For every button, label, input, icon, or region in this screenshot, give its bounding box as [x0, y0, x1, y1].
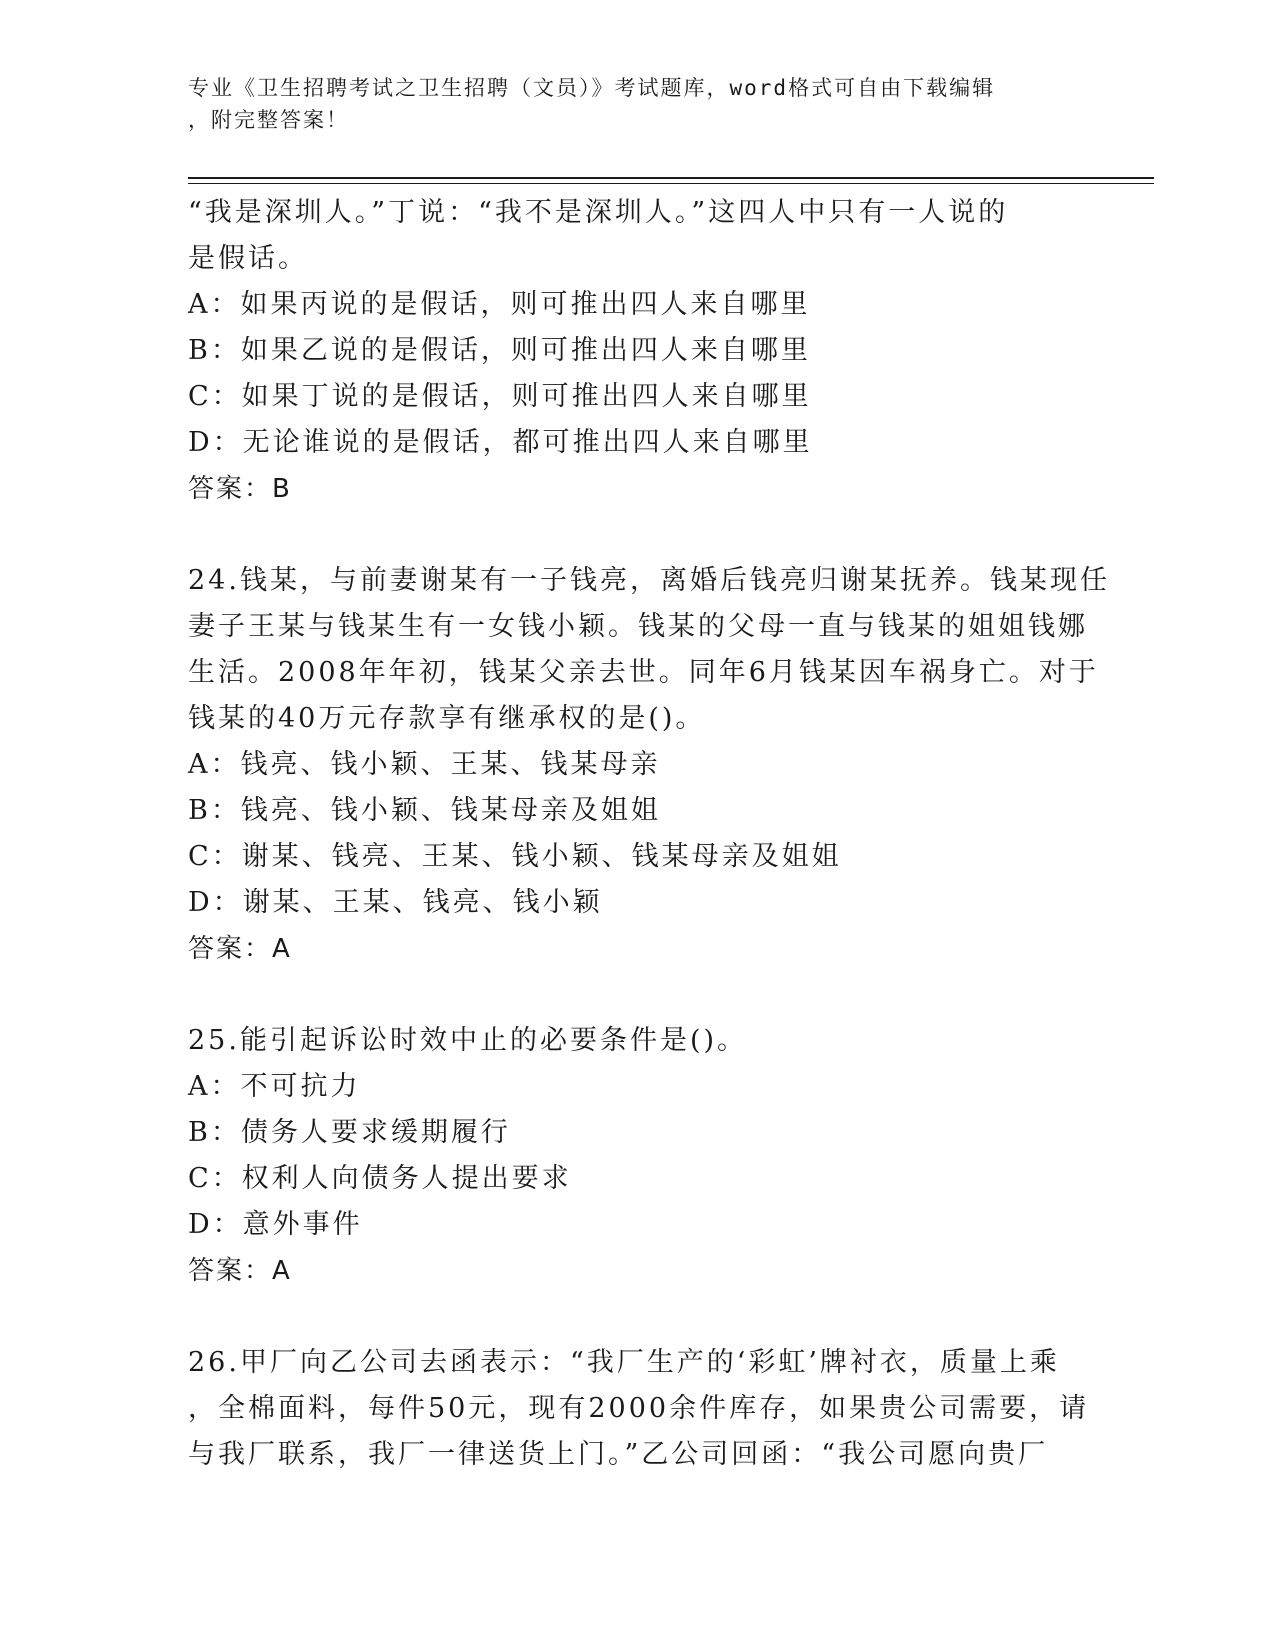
question-25 [188, 1018, 1088, 1294]
question-23 [188, 190, 1088, 512]
spacer [188, 1294, 1088, 1340]
question-24 [188, 558, 1110, 972]
option-b: B：债务人要求缓期履行 [188, 1117, 511, 1148]
header-line-2: ，附完整答案！ [188, 108, 349, 132]
question-text-line: 24.钱某，与前妻谢某有一子钱亮，离婚后钱亮归谢某抚养。钱某现任 [188, 565, 1110, 596]
option-b: B：如果乙说的是假话，则可推出四人来自哪里 [188, 335, 811, 366]
option-a: A：不可抗力 [188, 1071, 361, 1102]
spacer [188, 972, 1088, 1018]
question-text-line: 25.能引起诉讼时效中止的必要条件是()。 [188, 1025, 748, 1056]
option-a: A：钱亮、钱小颖、王某、钱某母亲 [188, 749, 661, 780]
option-a: A：如果丙说的是假话，则可推出四人来自哪里 [188, 289, 811, 320]
option-c: C：权利人向债务人提出要求 [188, 1163, 572, 1194]
option-b: B：钱亮、钱小颖、钱某母亲及姐姐 [188, 795, 661, 826]
question-text-line: 钱某的40万元存款享有继承权的是()。 [188, 703, 706, 734]
option-d: D：意外事件 [188, 1209, 363, 1240]
question-text-line: 生活。2008年年初，钱某父亲去世。同年6月钱某因车祸身亡。对于 [188, 657, 1099, 688]
answer-line: 答案：A [188, 1256, 292, 1286]
question-text-line: 是假话。 [188, 243, 308, 274]
question-text-line: ，全棉面料，每件50元，现有2000余件库存，如果贵公司需要，请 [188, 1393, 1090, 1424]
question-text-line: “我是深圳人。”丁说：“我不是深圳人。”这四人中只有一人说的 [188, 197, 1009, 228]
header-line-1: 专业《卫生招聘考试之卫生招聘（文员）》考试题库，word格式可自由下载编辑 [188, 76, 996, 100]
question-text-line: 妻子王某与钱某生有一女钱小颖。钱某的父母一直与钱某的姐姐钱娜 [188, 611, 1088, 642]
question-text-line: 26.甲厂向乙公司去函表示：“我厂生产的‘彩虹’牌衬衣，质量上乘 [188, 1347, 1060, 1378]
option-c: C：谢某、钱亮、王某、钱小颖、钱某母亲及姐姐 [188, 841, 842, 872]
answer-line: 答案：A [188, 934, 292, 964]
option-c: C：如果丁说的是假话，则可推出四人来自哪里 [188, 381, 812, 412]
header-rule-thick [188, 177, 1154, 179]
document-header [188, 72, 1068, 136]
question-text-line: 与我厂联系，我厂一律送货上门。”乙公司回函：“我公司愿向贵厂 [188, 1439, 1049, 1470]
document-body [188, 190, 1110, 1478]
option-d: D：无论谁说的是假话，都可推出四人来自哪里 [188, 427, 813, 458]
option-d: D：谢某、王某、钱亮、钱小颖 [188, 887, 603, 918]
question-26 [188, 1340, 1088, 1478]
spacer [188, 512, 1088, 558]
answer-line: 答案：B [188, 474, 292, 504]
header-rule-thin [188, 183, 1154, 184]
